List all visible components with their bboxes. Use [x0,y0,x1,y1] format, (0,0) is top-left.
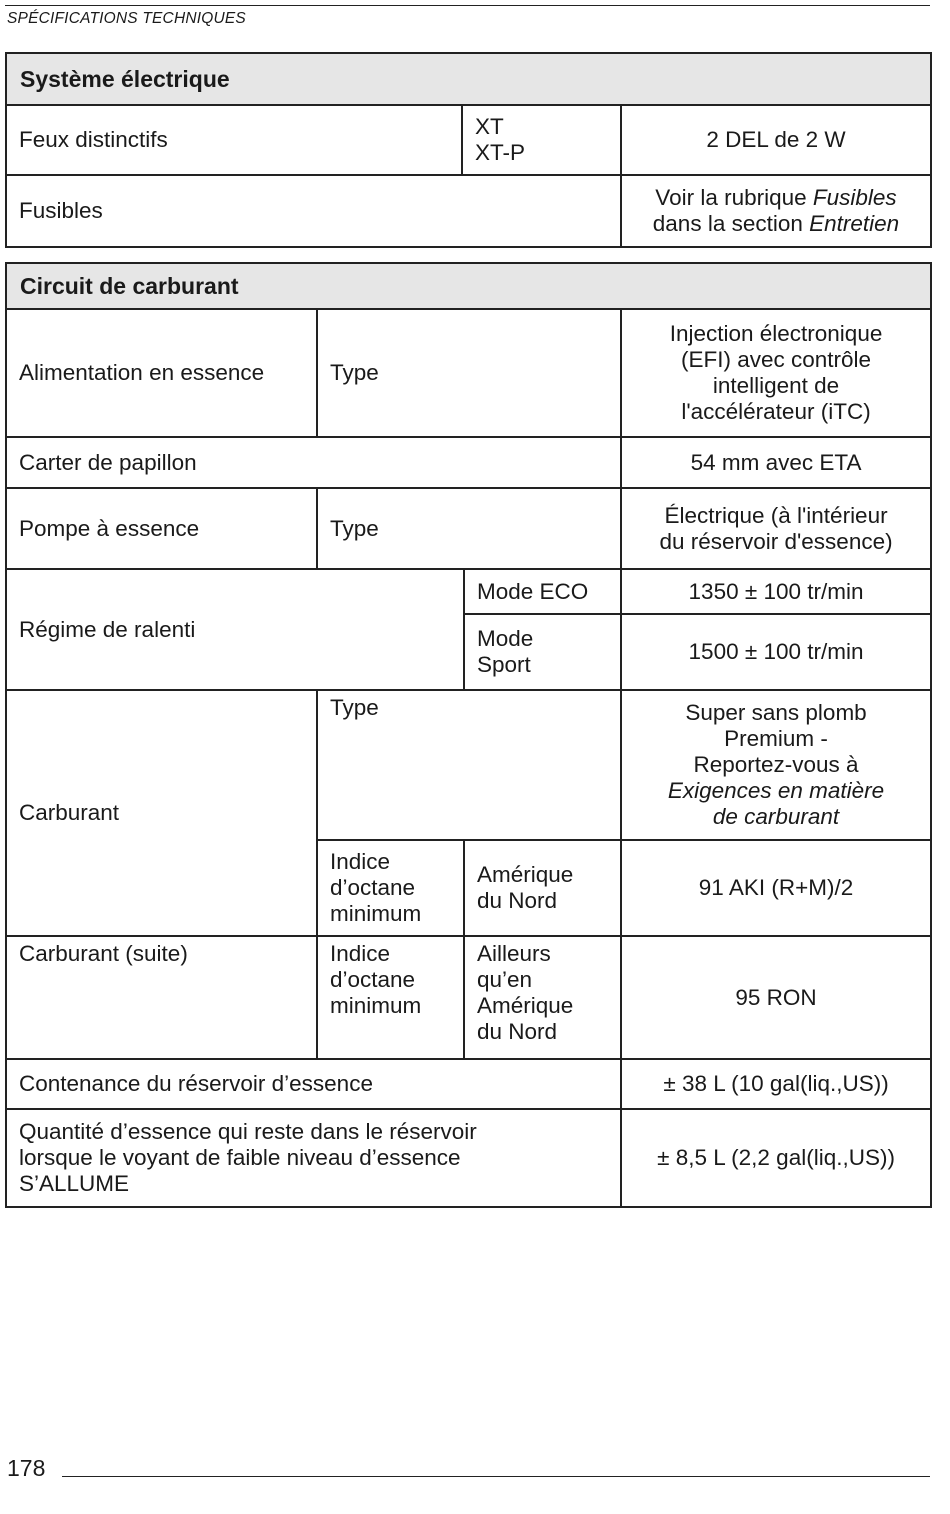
header-rule [5,5,930,6]
section-title-fuel: Circuit de carburant [6,263,931,309]
row-value [621,690,931,840]
value-italic: Entretien [809,211,900,236]
sub-label-line: d’octane [330,967,416,992]
section-header-row [6,263,931,309]
value-line: Reportez-vous à [693,752,859,777]
sub-label-line: d’octane [330,875,416,900]
value-italic: de carburant [712,804,840,829]
sub-label [317,840,464,936]
value-line: intelligent de [712,373,840,398]
row-label: Pompe à essence [6,488,317,569]
row-label: Alimentation en essence [6,309,317,437]
value-line: l'accélérateur (iTC) [681,399,871,424]
sub-label: Type [317,488,621,569]
sub-label-line: minimum [330,993,422,1018]
table-row [6,488,931,569]
table-row [6,437,931,488]
value-line: Injection électronique [669,321,883,346]
sub-label: Type [317,309,621,437]
row-value: ± 38 L (10 gal(liq.,US)) [621,1059,931,1109]
value-line: Électrique (à l'intérieur [664,502,888,528]
table-row [6,569,931,614]
value-line: Super sans plomb [685,700,867,725]
row-label [6,1109,621,1207]
row-label: Contenance du réservoir d’essence [6,1059,621,1109]
section-header-row [6,53,931,105]
label-line: S’ALLUME [19,1171,130,1196]
model-label: XT [475,114,504,139]
sub-label-line: Indice [330,941,391,966]
table-row [6,1059,931,1109]
sub-label: Type [317,690,621,840]
sub-label-line: Mode [477,626,534,651]
sub-label: Mode ECO [464,569,621,614]
value-line: Premium - [724,726,828,751]
region-line: qu’en [477,967,533,992]
region-line: Amérique [477,862,574,887]
value-text: dans la section [652,211,810,236]
region-line: Amérique [477,993,574,1018]
section-title-electrical: Système électrique [6,53,931,105]
page-number: 178 [7,1455,46,1481]
sub-label [317,936,464,1059]
row-value: 1350 ± 100 tr/min [621,569,931,614]
region-line: Ailleurs [477,941,551,966]
sub-label [464,614,621,690]
sub-label-line: Sport [477,652,531,677]
table-row [6,105,931,175]
row-label: Feux distinctifs [6,105,462,175]
row-label: Carburant [6,690,317,936]
row-value: 54 mm avec ETA [621,437,931,488]
region-line: du Nord [477,1019,558,1044]
row-value: 91 AKI (R+M)/2 [621,840,931,936]
region-label [464,936,621,1059]
table-row [6,175,931,247]
label-line: Quantité d’essence qui reste dans le réservoir [19,1119,477,1144]
row-value: ± 8,5 L (2,2 gal(liq.,US)) [621,1109,931,1207]
row-label: Carburant (suite) [6,936,317,1059]
row-label: Régime de ralenti [6,569,464,690]
value-line: (EFI) avec contrôle [680,347,872,372]
value-line: du réservoir d'essence) [659,528,893,554]
table-row [6,1109,931,1207]
table-row [6,690,931,840]
row-value [621,488,931,569]
row-value: 2 DEL de 2 W [621,105,931,175]
row-label: Fusibles [6,175,621,247]
running-header: SPÉCIFICATIONS TECHNIQUES [7,10,246,27]
value-italic: Exigences en matière [667,778,885,803]
row-value [621,175,931,247]
value-text: Voir la rubrique [655,185,813,210]
table-row [6,309,931,437]
sub-label-line: minimum [330,901,422,926]
model-cell [462,105,621,175]
region-line: du Nord [477,888,558,913]
model-label: XT-P [475,140,526,165]
footer-rule [62,1476,930,1477]
region-label [464,840,621,936]
row-value: 95 RON [621,936,931,1059]
sub-label-line: Indice [330,849,391,874]
electrical-system-table [5,52,932,248]
row-value [621,309,931,437]
row-label: Carter de papillon [6,437,621,488]
fuel-system-table [5,262,932,1208]
value-italic: Fusibles [812,185,897,210]
table-row [6,936,931,1059]
row-value: 1500 ± 100 tr/min [621,614,931,690]
label-line: lorsque le voyant de faible niveau d’essence [19,1145,461,1170]
